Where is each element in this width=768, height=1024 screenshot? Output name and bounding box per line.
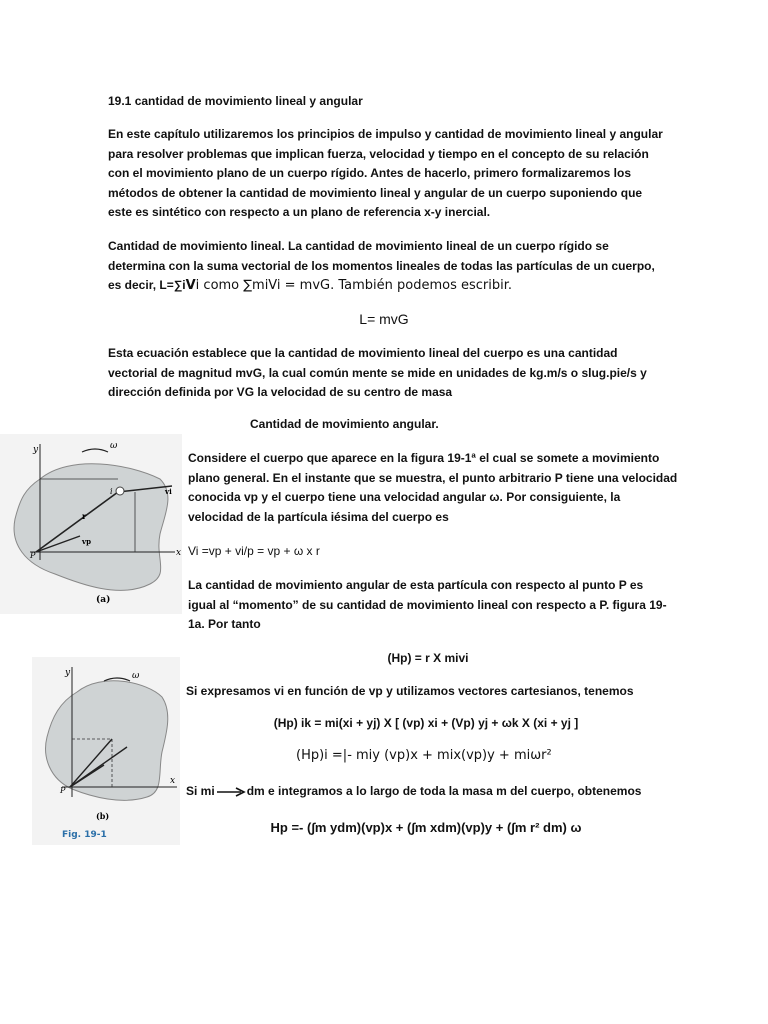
fig-a-i-label: i <box>110 487 113 496</box>
fig-a-caption: (a) <box>96 595 111 605</box>
angular-paragraph-2: La cantidad de movimiento angular de esta partícula con respecto al punto P es igual al “momento” de su cantidad de movimiento lineal con respecto a P. figura 19-1a. Por tanto <box>188 578 667 632</box>
angular-equation-2: (Hp) = r X mivi <box>387 651 469 665</box>
fig-b-p-label: P <box>60 786 66 795</box>
angular-equation-3: (Hp) ik = mi(xi + yj) X [ (vp) xi + (Vp) yj + ωk X (xi + yj ] <box>273 716 579 730</box>
linear-text-d: i como ∑miVi = mvG. También podemos escribir. <box>195 278 513 294</box>
fig-a-y-label: y <box>33 445 39 455</box>
fig-a-vp-label: vp <box>82 537 91 546</box>
linear-heading: Cantidad de movimiento lineal. <box>108 239 285 253</box>
angular-p4-lead: Si mi <box>186 784 215 798</box>
right-arrow-icon <box>216 786 246 798</box>
angular-p4-rest: dm e integramos a lo largo de toda la masa m del cuerpo, obtenemos <box>246 784 642 798</box>
section-title: 19.1 cantidad de movimiento lineal y angular <box>108 94 363 108</box>
angular-equation-5: Hp =- (∫m ydm)(vp)x + (∫m xdm)(vp)y + (∫m r² dm) ω <box>270 820 582 835</box>
fig-a-p-label: P <box>30 551 36 560</box>
linear-equation: L= mvG <box>359 311 409 327</box>
fig-b-label: Fig. 19-1 <box>62 830 107 840</box>
angular-paragraph-1: Considere el cuerpo que aparece en la figura 19-1ª el cual se somete a movimiento plano general. En el instante que se muestra, el punto arbitrario P tiene una velocidad conocida vp y el cuerpo tiene una velocidad angular ω. Por consiguiente, la velocidad de la partícula iésima del cuerpo es <box>188 451 678 524</box>
linear-text-b: L=∑i <box>159 278 186 293</box>
linear-momentum-paragraph <box>108 237 668 296</box>
angular-paragraph-3: Si expresamos vi en función de vp y utilizamos vectores cartesianos, tenemos <box>186 684 634 698</box>
linear-text-a: La cantidad de movimiento lineal de un cuerpo rígido se determina con la suma vectorial de los momentos lineales de todas las partículas de un cuerpo, es decir, <box>108 239 655 293</box>
angular-paragraph-4 <box>186 782 676 802</box>
fig-a-x-label: x <box>176 548 182 558</box>
linear-text-c: V <box>185 278 196 294</box>
figure-19-1a <box>0 434 182 614</box>
angular-equation-4: (Hp)i =|- miy (vp)x + mix(vp)y + miωr² <box>296 748 552 763</box>
fig-b-x-label: x <box>170 776 176 786</box>
linear-explanation: Esta ecuación establece que la cantidad de movimiento lineal del cuerpo es una cantidad vectorial de magnitud mvG, la cual común mente se mide en unidades de kg.m/s o slug.pie/s y dirección definida por VG la velocidad de su centro de masa <box>108 346 647 400</box>
angular-heading: Cantidad de movimiento angular. <box>250 417 439 431</box>
fig-b-y-label: y <box>65 668 71 678</box>
fig-b-caption: (b) <box>96 811 110 821</box>
fig-a-r-label: r <box>82 511 87 521</box>
fig-b-omega-label: ω <box>132 671 140 681</box>
intro-paragraph: En este capítulo utilizaremos los principios de impulso y cantidad de movimiento lineal y angular para resolver problemas que implican fuerza, velocidad y tiempo en el concepto de su relación con el movimiento plano de un cuerpo rígido. Antes de hacerlo, primero formalizaremos los métodos de obtener la cantidad de movimiento lineal y angular de un cuerpo suponiendo que este es sintético con respecto a un plano de referencia x-y inercial. <box>108 127 663 220</box>
angular-equation-1: Vi =vp + vi/p = vp + ω x r <box>188 544 320 558</box>
fig-a-omega-label: ω <box>110 441 118 451</box>
figure-19-1b <box>32 657 180 845</box>
fig-a-vi-label: vi <box>165 487 172 496</box>
